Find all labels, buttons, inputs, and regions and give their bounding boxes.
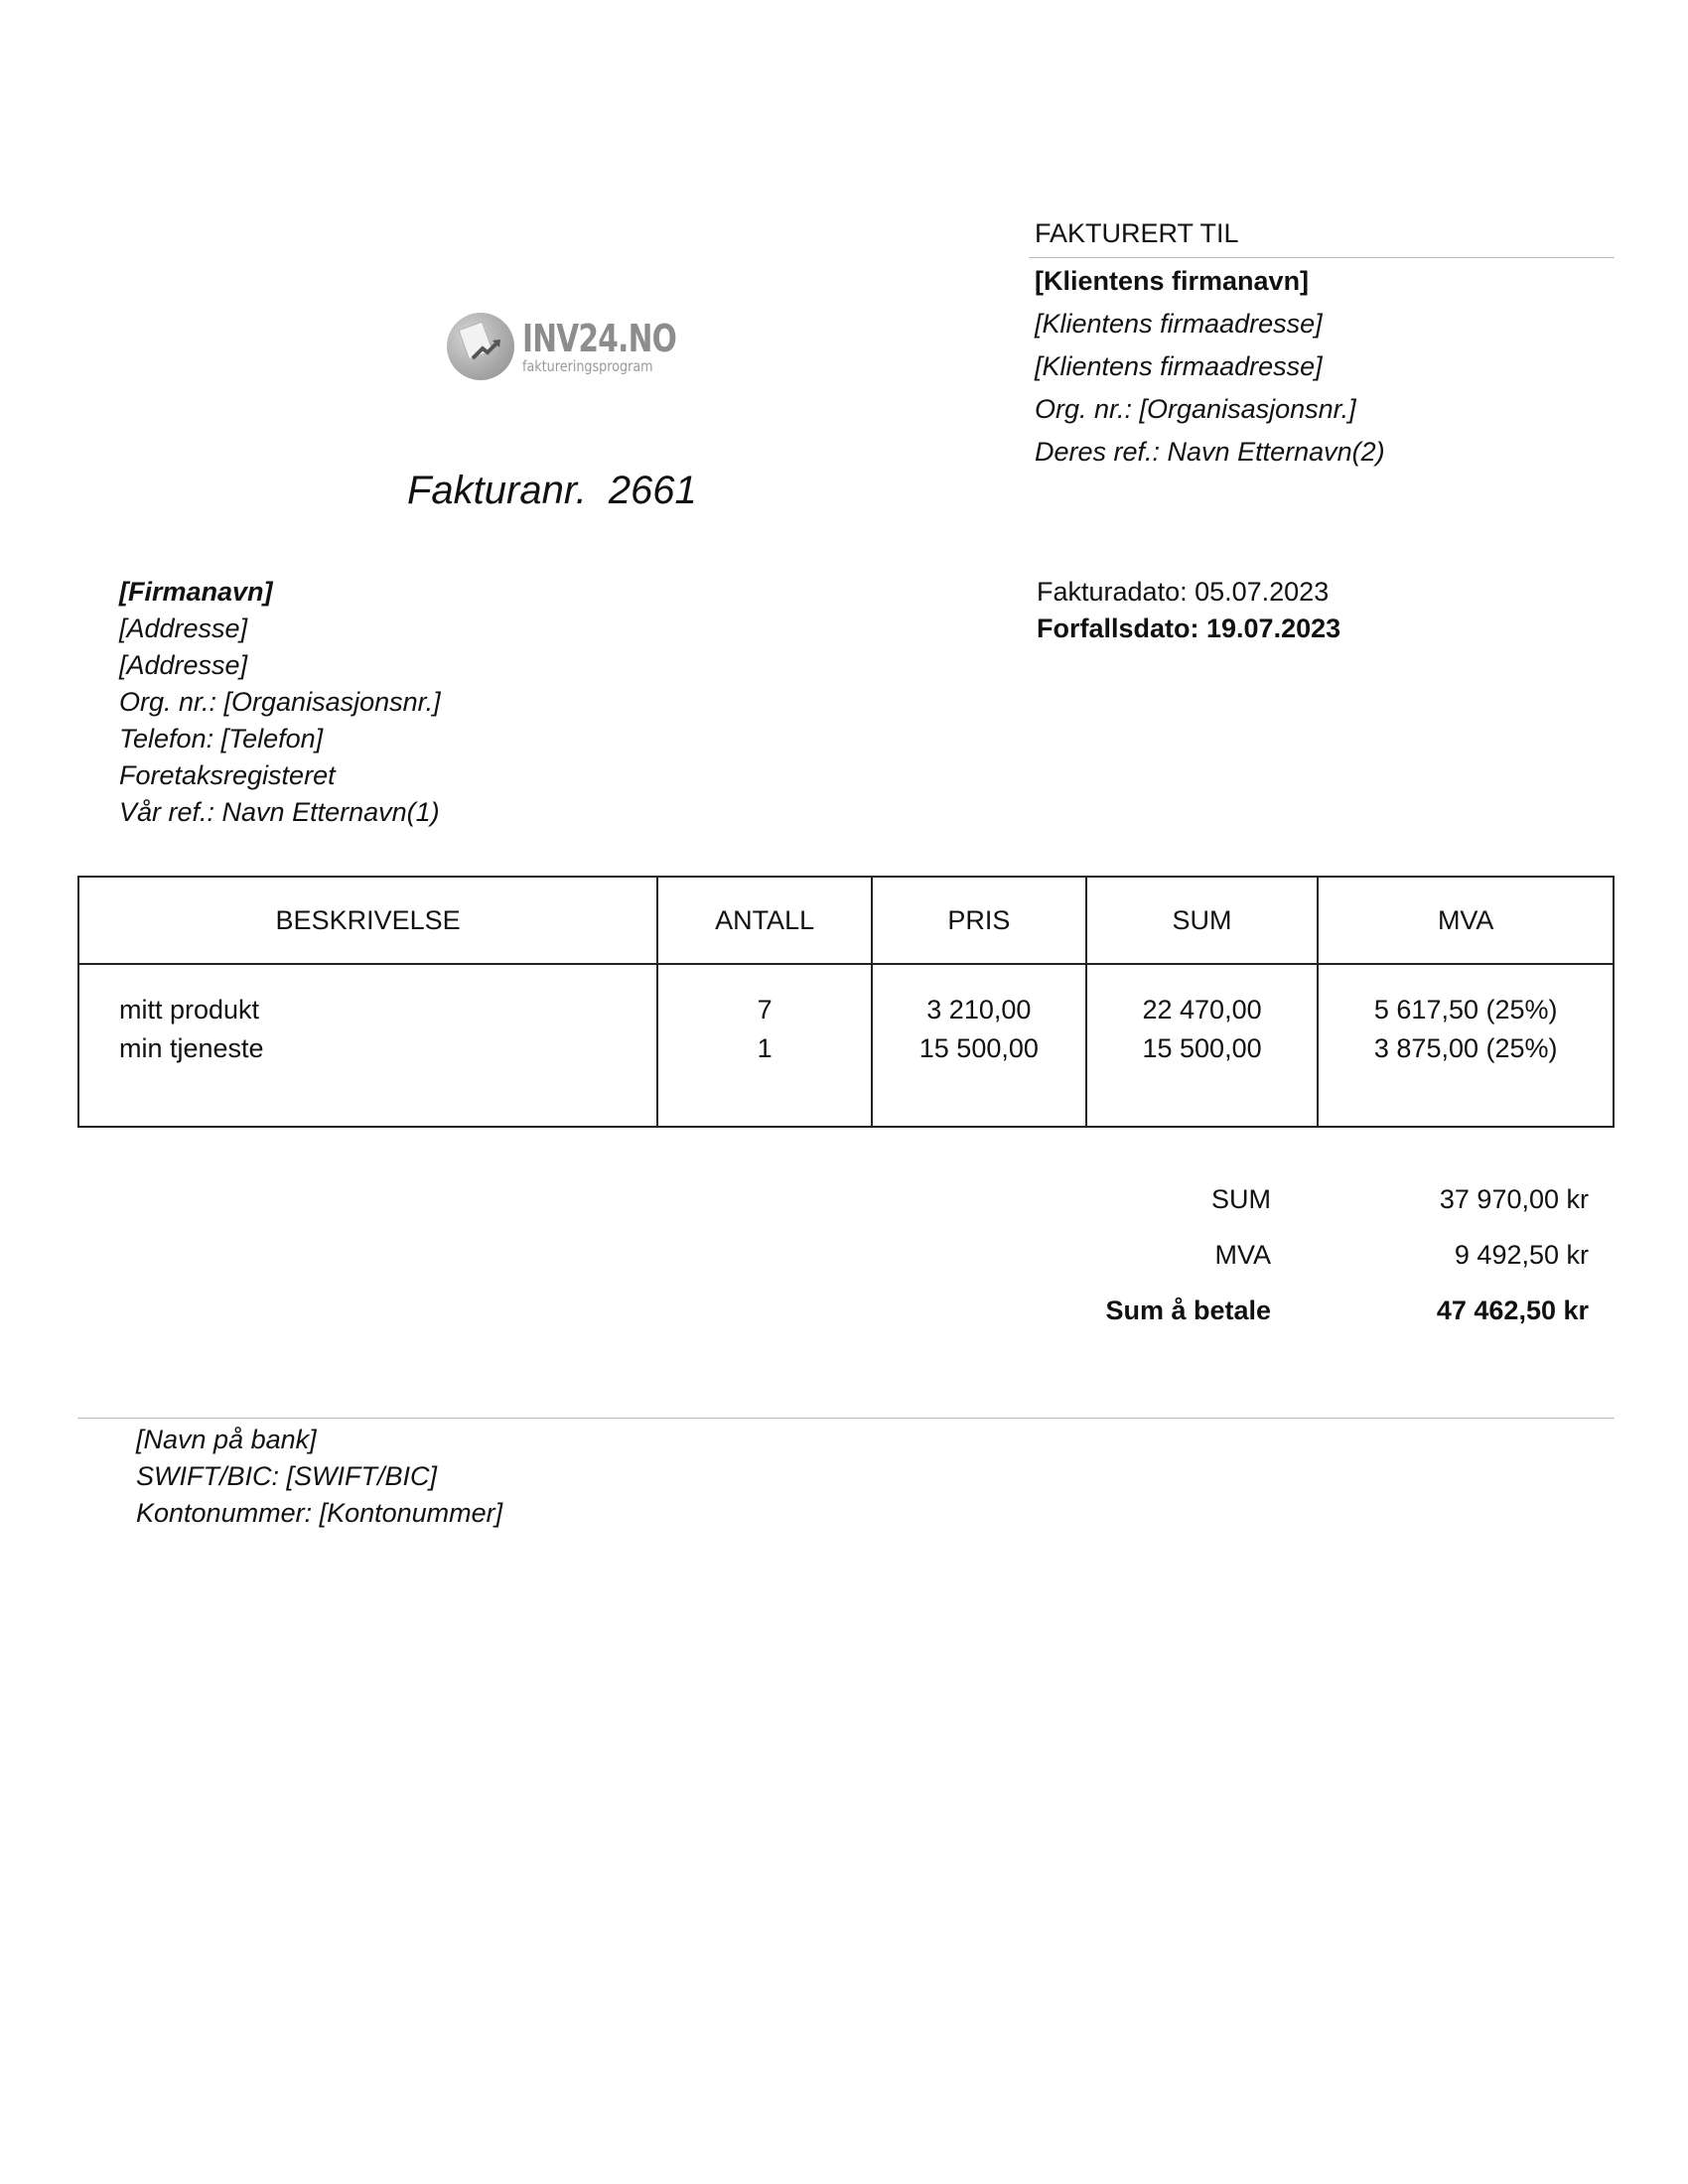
col-header-price: PRIS [872,877,1086,964]
invoice-number-heading [407,469,697,513]
total-row [1072,1283,1589,1338]
cell-sum: 15 500,00 [1086,1032,1319,1127]
sender-reference: Vår ref.: Navn Etternavn(1) [119,797,440,827]
client-address-2: [Klientens firmaadresse] [1035,351,1323,381]
client-company: [Klientens firmanavn] [1035,266,1310,296]
bank-divider [77,1418,1615,1419]
cell-sum: 22 470,00 [1086,964,1319,1032]
col-header-sum: SUM [1086,877,1319,964]
subtotal-value: 37 970,00 kr [1439,1184,1589,1214]
table-row [78,1032,1614,1127]
sender-address-1: [Addresse] [119,614,248,643]
logo-name: INV24.NO [522,316,677,360]
invoice-date: Fakturadato: 05.07.2023 [1037,577,1330,607]
subtotal-row [1072,1171,1589,1227]
subtotal-label: SUM [1211,1184,1271,1214]
cell-vat: 3 875,00 (25%) [1318,1032,1614,1127]
totals-block [1072,1171,1589,1338]
bank-name: [Navn på bank] [136,1425,317,1454]
company-logo [447,310,677,383]
sender-address-2: [Addresse] [119,650,248,680]
client-address-1: [Klientens firmaadresse] [1035,309,1323,339]
logo-subtitle: faktureringsprogram [522,356,653,375]
table-header-row [78,877,1614,964]
col-header-quantity: ANTALL [657,877,872,964]
invoice-number-value: 2661 [608,469,697,512]
vat-row [1072,1227,1589,1283]
bank-block [136,1422,502,1532]
cell-vat: 5 617,50 (25%) [1318,964,1614,1032]
cell-quantity: 1 [657,1032,872,1127]
vat-label: MVA [1214,1240,1271,1270]
logo-emblem-icon [447,313,514,380]
sender-company: [Firmanavn] [119,577,273,607]
bank-swift: SWIFT/BIC: [SWIFT/BIC] [136,1461,437,1491]
cell-quantity: 7 [657,964,872,1032]
invoice-number-label: Fakturanr. [407,469,587,512]
client-reference: Deres ref.: Navn Etternavn(2) [1035,437,1385,467]
sender-phone: Telefon: [Telefon] [119,724,324,753]
bank-account: Kontonummer: [Kontonummer] [136,1498,503,1528]
col-header-vat: MVA [1318,877,1614,964]
dates-block [1037,574,1340,647]
total-value: 47 462,50 kr [1436,1296,1589,1325]
items-table [77,876,1615,1128]
sender-org-number: Org. nr.: [Organisasjonsnr.] [119,687,441,717]
billed-to-title: FAKTURERT TIL [1029,218,1615,258]
due-date: Forfallsdato: 19.07.2023 [1037,614,1341,643]
cell-price: 15 500,00 [872,1032,1086,1127]
client-org-number: Org. nr.: [Organisasjonsnr.] [1035,394,1356,424]
cell-description: mitt produkt [78,964,657,1032]
table-row [78,964,1614,1032]
sender-block [119,574,441,831]
cell-description: min tjeneste [78,1032,657,1127]
col-header-description: BESKRIVELSE [78,877,657,964]
vat-value: 9 492,50 kr [1454,1240,1589,1270]
billed-to-block [1029,218,1615,474]
sender-registry: Foretaksregisteret [119,760,336,790]
cell-price: 3 210,00 [872,964,1086,1032]
total-label: Sum å betale [1105,1296,1271,1325]
